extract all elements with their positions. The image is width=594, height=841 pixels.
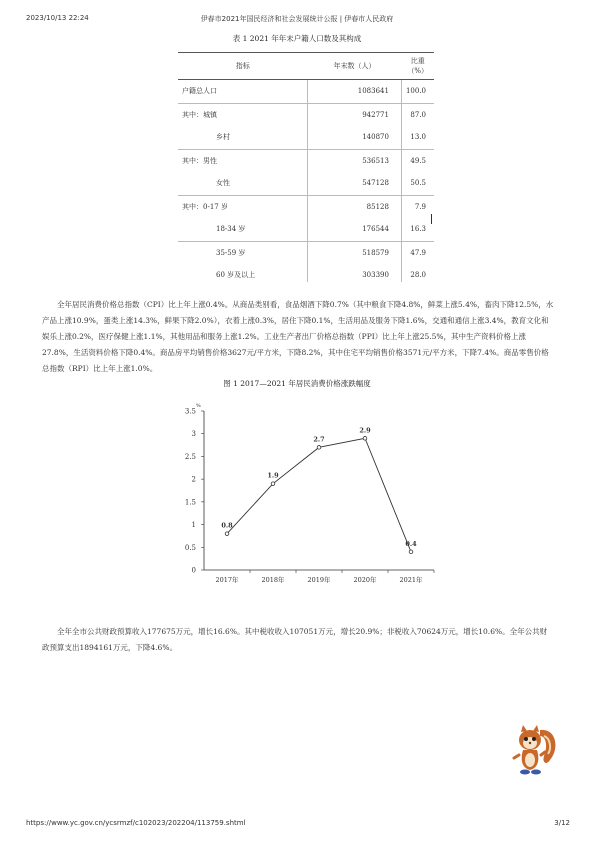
x-tick-label: 2019年: [307, 576, 331, 584]
row-count: 536513: [307, 149, 401, 172]
data-point: [317, 446, 321, 450]
row-count: 1083641: [307, 80, 401, 104]
chart-title: 图 1 2017—2021 年居民消费价格涨跌幅度: [223, 379, 371, 388]
row-share: 13.0: [410, 133, 426, 142]
x-tick-label: 2017年: [215, 576, 239, 584]
y-tick-label: 2: [191, 475, 196, 484]
column-header-indicator: 指标: [178, 53, 307, 80]
row-label: 乡村: [178, 126, 307, 149]
finance-paragraph: 全年全市公共财政预算收入177675万元，增长16.6%。其中税收收入107051万元，增长20.9%；非税收入70624万元，增长10.6%。全年公共财政预算支出1894161万元，下降4.6%。: [42, 627, 548, 652]
series-line: [227, 438, 411, 552]
x-tick-label: 2018年: [261, 576, 285, 584]
y-tick-label: 3: [191, 430, 196, 439]
row-share: 7.9: [401, 195, 434, 218]
row-count: 140870: [307, 126, 401, 149]
table-header-row: [178, 53, 434, 80]
column-header-count: 年末数（人）: [307, 53, 401, 80]
row-count: 547128: [307, 172, 401, 195]
row-label: 户籍总人口: [178, 80, 307, 104]
row-label: 35-59 岁: [178, 241, 307, 264]
cpi-paragraph: 全年居民消费价格总指数（CPI）比上年上涨0.4%。从商品类别看，食品烟酒下降0.7%（其中粮食下降4.8%，鲜菜上涨5.4%，畜肉下降12.5%，水产品上涨10.9%，蛋类上涨14.3%，鲜果下降2.0%），衣着上涨0.3%，居住下降0.1%，生活用品及服务下降1.6%，交通和通信上涨3.4%，教育文化和娱乐上涨0.2%，医疗保健上涨1.1%，其他用品和服务上涨1.2%。工业生产者出厂价格总指数（PPI）比上年上涨25.5%，其中生产资料价格上涨27.8%，生活资料价格下降0.4%。商品房平均销售价格3627元/平方米，下降8.2%，其中住宅平均销售价格3571元/平方米，下降7.4%。商品零售价格总指数（RPI）比上年上涨1.0%。: [42, 300, 554, 373]
data-point: [225, 532, 229, 536]
x-tick-group: [215, 570, 434, 584]
table-row: [178, 126, 434, 149]
data-label: 2.7: [313, 435, 325, 444]
table-row: [178, 264, 434, 282]
row-share: 28.0: [410, 271, 426, 280]
point-group: [225, 436, 413, 553]
row-label: 18-34 岁: [178, 218, 307, 241]
squirrel-mascot-icon: [510, 722, 560, 778]
row-share: 50.5: [410, 179, 426, 188]
table-body: [178, 80, 434, 283]
population-table: [178, 52, 434, 282]
table-row: [178, 195, 434, 218]
table-row: [178, 241, 434, 264]
text-cursor-mark: [431, 214, 432, 224]
data-label: 1.9: [267, 471, 279, 480]
data-label: 0.4: [405, 539, 417, 548]
y-axis-unit-label: %: [196, 403, 201, 409]
y-tick-group: [185, 408, 204, 575]
data-point: [363, 436, 367, 440]
table-caption: 表 1 2021 年年末户籍人口数及其构成: [232, 34, 362, 43]
table-row: [178, 149, 434, 172]
table-row: [178, 80, 434, 104]
cpi-line-chart: [170, 395, 440, 595]
row-count: 85128: [307, 195, 401, 218]
row-share: 87.0: [401, 103, 434, 126]
row-count: 518579: [307, 241, 401, 264]
data-label-group: [221, 426, 417, 548]
data-point: [271, 482, 275, 486]
data-label: 2.9: [359, 426, 371, 435]
print-date: 2023/10/13 22:24: [26, 14, 89, 22]
row-count: 303390: [307, 264, 401, 282]
row-share: 16.3: [410, 225, 426, 234]
y-tick-label: 1: [191, 521, 196, 530]
row-count: 176544: [307, 218, 401, 241]
row-label: 其中：0-17 岁: [178, 195, 307, 218]
x-tick-label: 2021年: [399, 576, 423, 584]
row-label: 女性: [178, 172, 307, 195]
page-header-title: 伊春市2021年国民经济和社会发展统计公报 | 伊春市人民政府: [200, 15, 394, 23]
row-label: 其中：城镇: [178, 103, 307, 126]
y-tick-label: 0: [191, 566, 196, 575]
y-tick-label: 0.5: [184, 543, 196, 552]
row-share: 100.0: [401, 80, 434, 104]
table-row: [178, 172, 434, 195]
page-url[interactable]: https://www.yc.gov.cn/ycsrmzf/c102023/202204/113759.shtml: [26, 819, 246, 827]
data-label: 0.8: [221, 521, 233, 530]
x-tick-label: 2020年: [353, 576, 377, 584]
row-share: 49.5: [401, 149, 434, 172]
table-row: [178, 218, 434, 241]
row-count: 942771: [307, 103, 401, 126]
y-tick-label: 2.5: [184, 452, 196, 461]
y-tick-label: 1.5: [184, 498, 196, 507]
row-label: 其中：男性: [178, 149, 307, 172]
column-header-share: 比重（%）: [401, 53, 434, 80]
page-number: 3/12: [554, 819, 570, 827]
data-point: [409, 550, 413, 554]
table-row: [178, 103, 434, 126]
y-tick-label: 3.5: [184, 407, 196, 416]
row-label: 60 岁及以上: [178, 264, 307, 282]
row-share: 47.9: [401, 241, 434, 264]
